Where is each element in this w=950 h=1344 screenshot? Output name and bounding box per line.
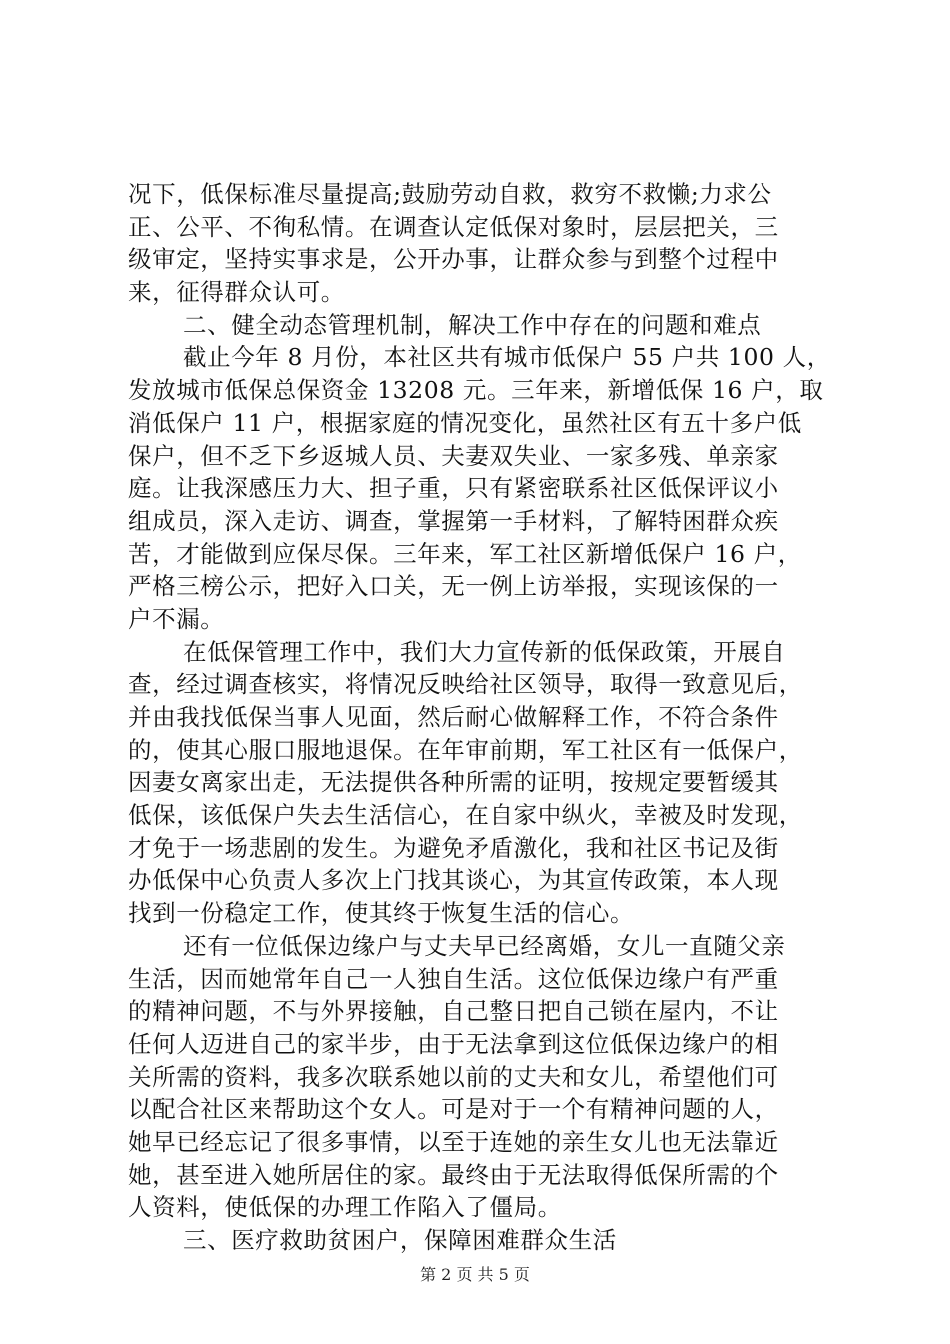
text-line: 低保，该低保户失去生活信心，在自家中纵火，幸被及时发现，	[128, 801, 803, 830]
paragraph-start-line: 还有一位低保边缘户与丈夫早已经离婚，女儿一直随父亲	[183, 931, 786, 960]
text-line: 她早已经忘记了很多事情，以至于连她的亲生女儿也无法靠近	[128, 1127, 779, 1156]
paragraph-start-line: 二、健全动态管理机制，解决工作中存在的问题和难点	[183, 310, 762, 339]
text-line: 发放城市低保总保资金 13208 元。三年来，新增低保 16 户，取	[128, 376, 824, 405]
text-line: 生活，因而她常年自己一人独自生活。这位低保边缘户有严重	[128, 964, 779, 993]
text-line: 找到一份稳定工作，使其终于恢复生活的信心。	[128, 899, 635, 928]
text-line: 的精神问题，不与外界接触，自己整日把自己锁在屋内，不让	[128, 997, 779, 1026]
text-line: 户不漏。	[128, 604, 225, 633]
paragraph-start-line: 截止今年 8 月份，本社区共有城市低保户 55 户共 100 人，	[183, 343, 831, 372]
text-line: 消低保户 11 户，根据家庭的情况变化，虽然社区有五十多户低	[128, 408, 802, 437]
document-body	[128, 178, 838, 1257]
text-line: 的，使其心服口服地退保。在年审前期，军工社区有一低保户，	[128, 735, 803, 764]
text-line: 她，甚至进入她所居住的家。最终由于无法取得低保所需的个	[128, 1160, 779, 1189]
text-line: 才免于一场悲剧的发生。为避免矛盾激化，我和社区书记及街	[128, 833, 779, 862]
text-line: 级审定，坚持实事求是，公开办事，让群众参与到整个过程中	[128, 245, 779, 274]
text-line: 以配合社区来帮助这个女人。可是对于一个有精神问题的人，	[128, 1095, 779, 1124]
text-line: 来，征得群众认可。	[128, 278, 345, 307]
paragraph-start-line: 三、医疗救助贫困户，保障困难群众生活	[183, 1226, 617, 1254]
page-footer: 第 2 页 共 5 页	[420, 1265, 530, 1284]
text-line: 关所需的资料，我多次联系她以前的丈夫和女儿，希望他们可	[128, 1062, 779, 1091]
text-line: 因妻女离家出走，无法提供各种所需的证明，按规定要暂缓其	[128, 768, 779, 797]
text-line: 组成员，深入走访、调查，掌握第一手材料，了解特困群众疾	[128, 506, 779, 535]
text-line: 严格三榜公示，把好入口关，无一例上访举报，实现该保的一	[128, 572, 779, 601]
paragraph-start-line: 在低保管理工作中，我们大力宣传新的低保政策，开展自	[183, 637, 786, 666]
text-line: 人资料，使低保的办理工作陷入了僵局。	[128, 1193, 562, 1222]
text-line: 苦，才能做到应保尽保。三年来，军工社区新增低保户 16 户，	[128, 539, 802, 568]
text-line: 查，经过调查核实，将情况反映给社区领导，取得一致意见后，	[128, 670, 803, 699]
text-line: 正、公平、不徇私情。在调查认定低保对象时，层层把关，三	[128, 212, 779, 241]
text-line: 任何人迈进自己的家半步，由于无法拿到这位低保边缘户的相	[128, 1029, 779, 1058]
text-line: 保户，但不乏下乡返城人员、夫妻双失业、一家多残、单亲家	[128, 441, 779, 470]
text-line: 并由我找低保当事人见面，然后耐心做解释工作，不符合条件	[128, 703, 779, 731]
text-line: 庭。让我深感压力大、担子重，只有紧密联系社区低保评议小	[128, 474, 779, 503]
text-line: 况下，低保标准尽量提高;鼓励劳动自救，救穷不救懒;力求公	[128, 180, 772, 208]
text-line: 办低保中心负责人多次上门找其谈心，为其宣传政策，本人现	[128, 866, 779, 895]
